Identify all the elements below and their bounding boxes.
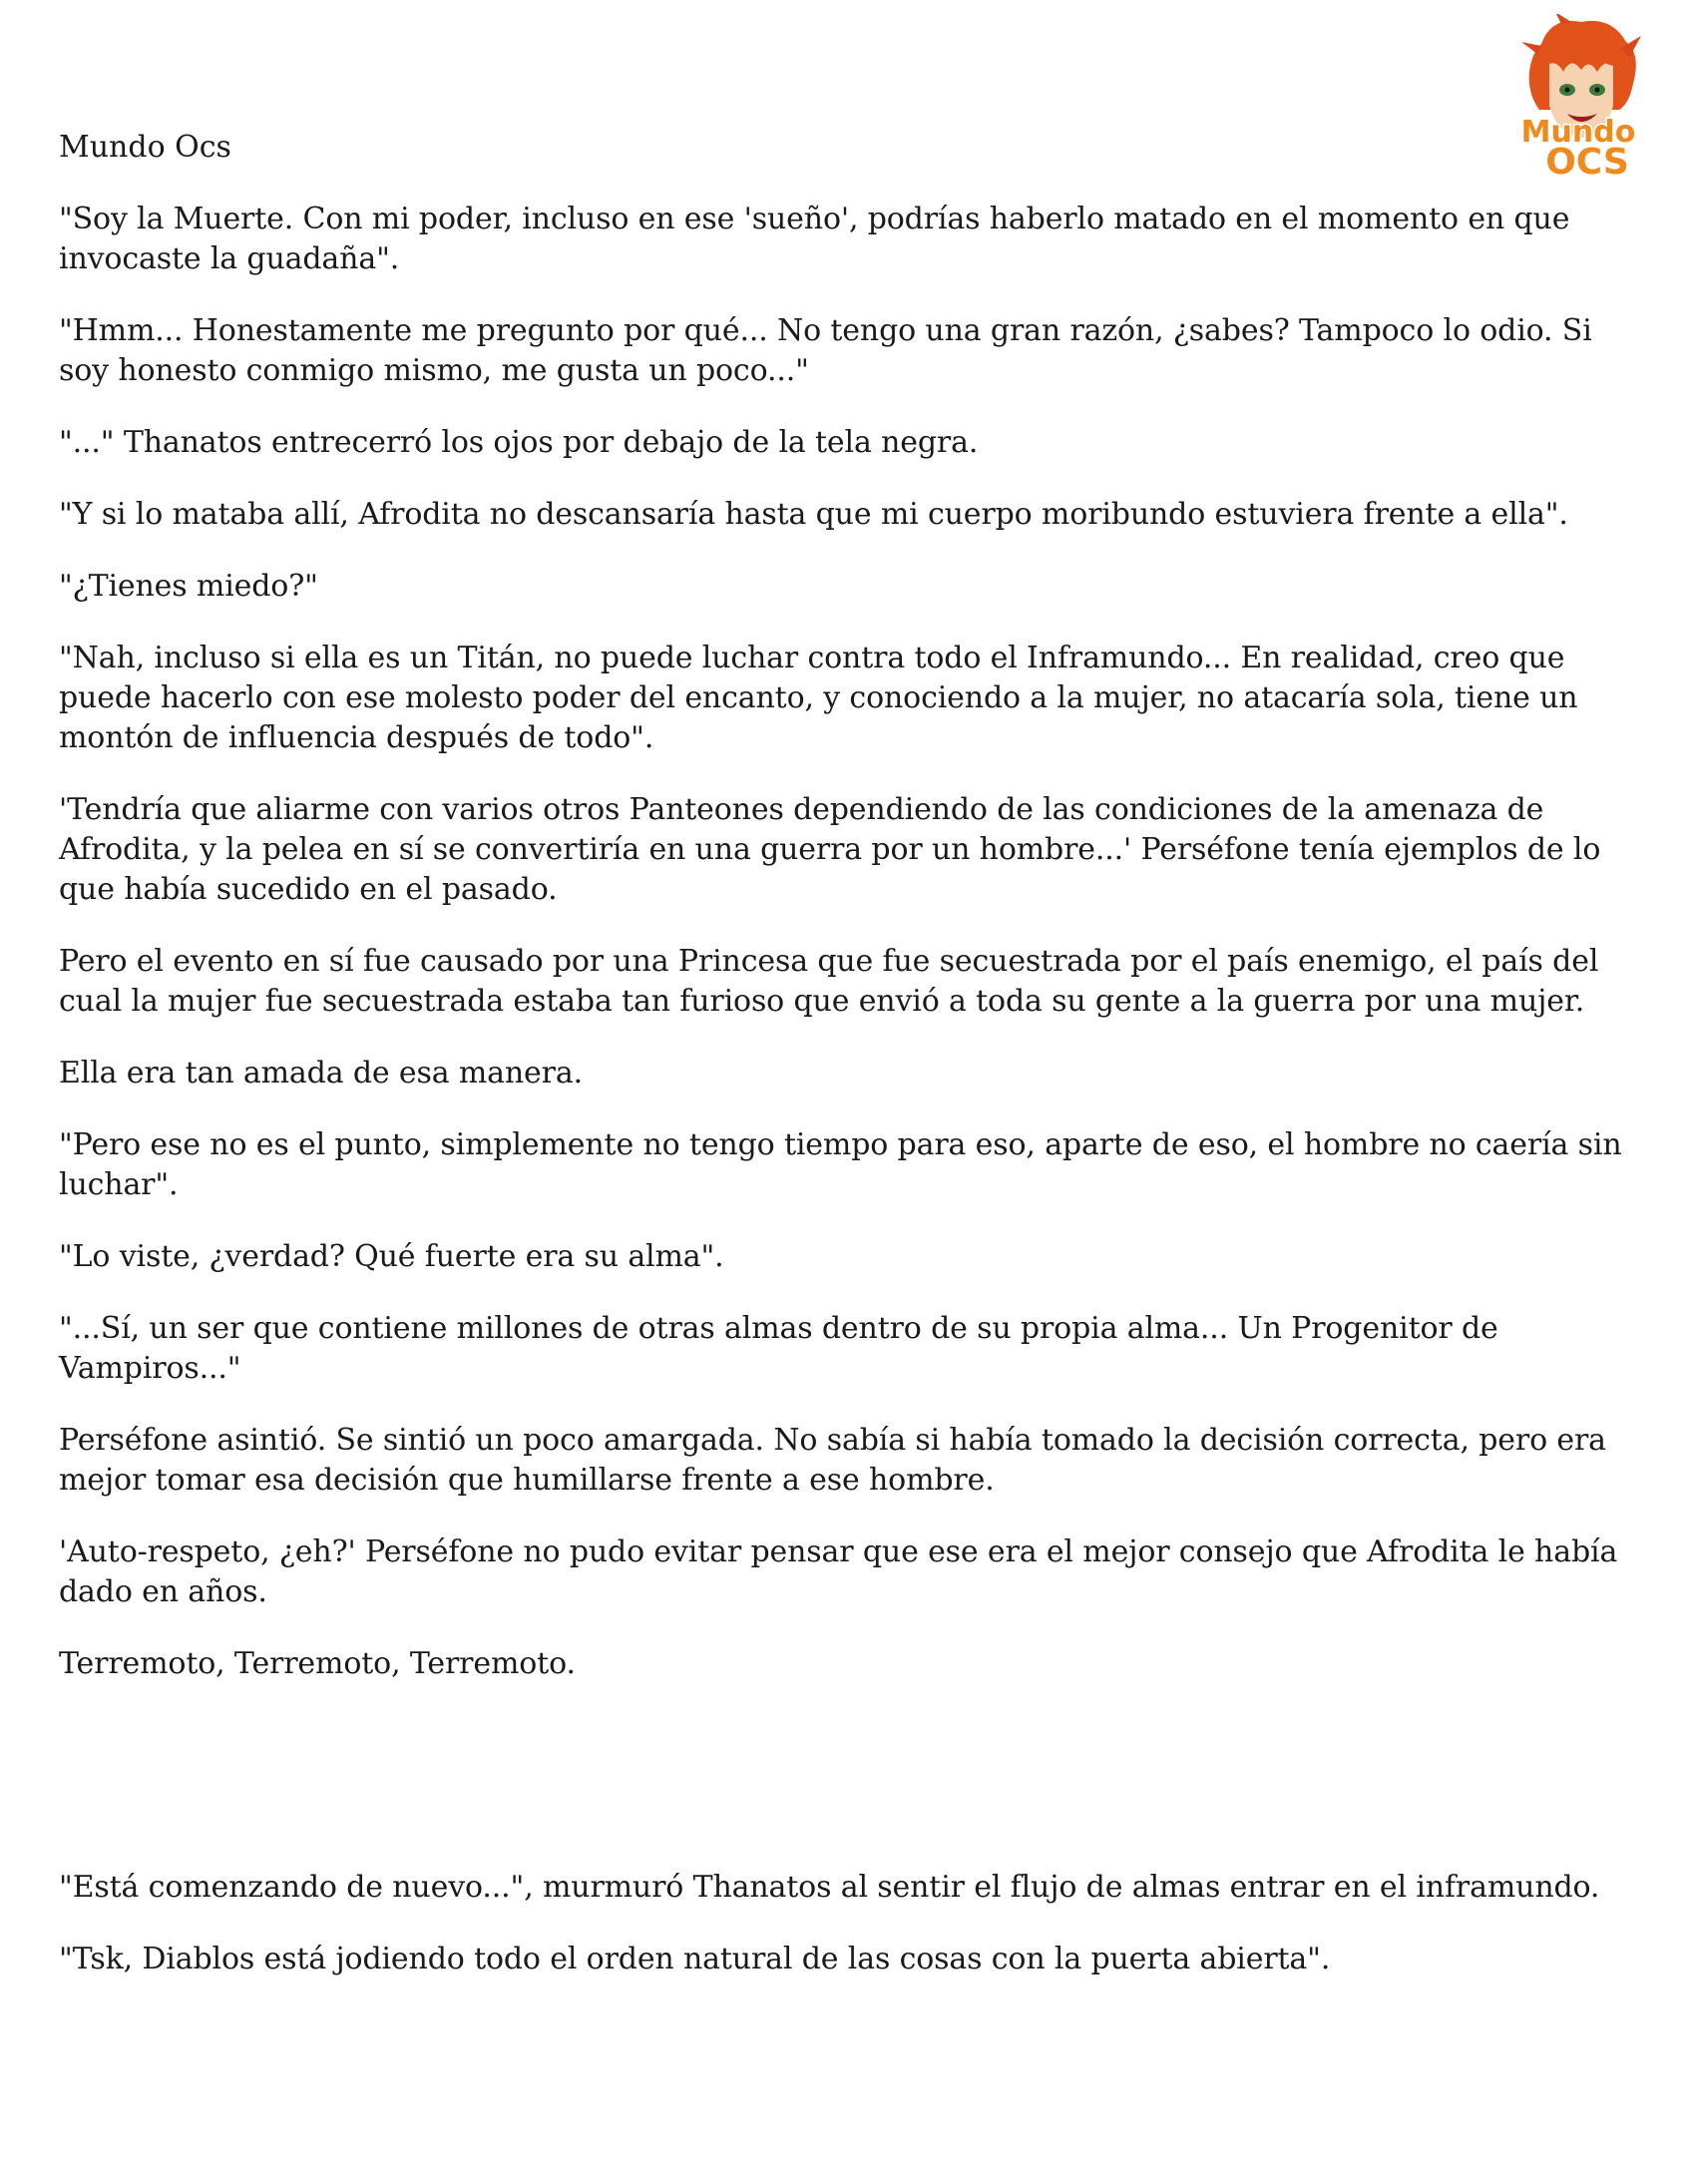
paragraph: 'Tendría que aliarme con varios otros Panteones dependiendo de las condiciones de la amenaza de Afrodita, y la pelea en sí se convertiría en una guerra por un hombre...' Perséfone tenía ejemplos de lo que había sucedido en el pasado. (59, 792, 1601, 907)
paragraph: "Lo viste, ¿verdad? Qué fuerte era su alma". (59, 1239, 724, 1274)
svg-text:Mundo: Mundo (1520, 115, 1636, 150)
paragraph: "Está comenzando de nuevo...", murmuró Thanatos al sentir el flujo de almas entrar en el inframundo. (59, 1870, 1600, 1905)
svg-text:OCS: OCS (1545, 142, 1629, 183)
paragraph: "Y si lo mataba allí, Afrodita no descansaría hasta que mi cuerpo moribundo estuviera frente a ella". (59, 497, 1568, 532)
paragraph: "Soy la Muerte. Con mi poder, incluso en ese 'sueño', podrías haberlo matado en el momento en que invocaste la guadaña". (59, 202, 1570, 276)
paragraph: "Hmm... Honestamente me pregunto por qué... No tengo una gran razón, ¿sabes? Tampoco lo odio. Si soy honesto conmigo mismo, me gusta un poco..." (59, 313, 1592, 388)
paragraph: Terremoto, Terremoto, Terremoto. (59, 1646, 576, 1681)
paragraph: Perséfone asintió. Se sintió un poco amargada. No sabía si había tomado la decisión correcta, pero era mejor tomar esa decisión que humillarse frente a ese hombre. (59, 1423, 1606, 1498)
paragraph: "Nah, incluso si ella es un Titán, no puede luchar contra todo el Inframundo... En realidad, creo que puede hacerlo con ese molesto poder del encanto, y conociendo a la mujer, no atacaría sola, tiene un montón de influencia después de todo". (59, 641, 1578, 755)
paragraph: "...Sí, un ser que contiene millones de otras almas dentro de su propia alma... Un Progenitor de Vampiros..." (59, 1311, 1498, 1386)
paragraph: "¿Tienes miedo?" (59, 569, 318, 604)
paragraph: Ella era tan amada de esa manera. (59, 1056, 583, 1091)
paragraph: "..." Thanatos entrecerró los ojos por debajo de la tela negra. (59, 425, 979, 460)
section-break (59, 1716, 1635, 1868)
paragraph: "Pero ese no es el punto, simplemente no tengo tiempo para eso, aparte de eso, el hombre no caería sin luchar". (59, 1127, 1622, 1202)
page-header-title: Mundo Ocs (59, 130, 231, 165)
paragraph: Pero el evento en sí fue causado por una Princesa que fue secuestrada por el país enemigo, el país del cual la mujer fue secuestrada estaba tan furioso que envió a toda su gente a la guerra por una mujer. (59, 944, 1599, 1019)
document-body (59, 128, 1635, 2011)
paragraph: 'Auto-respeto, ¿eh?' Perséfone no pudo evitar pensar que ese era el mejor consejo que Afrodita le había dado en años. (59, 1534, 1618, 1609)
paragraph: "Tsk, Diablos está jodiendo todo el orden natural de las cosas con la puerta abierta". (59, 1942, 1331, 1976)
